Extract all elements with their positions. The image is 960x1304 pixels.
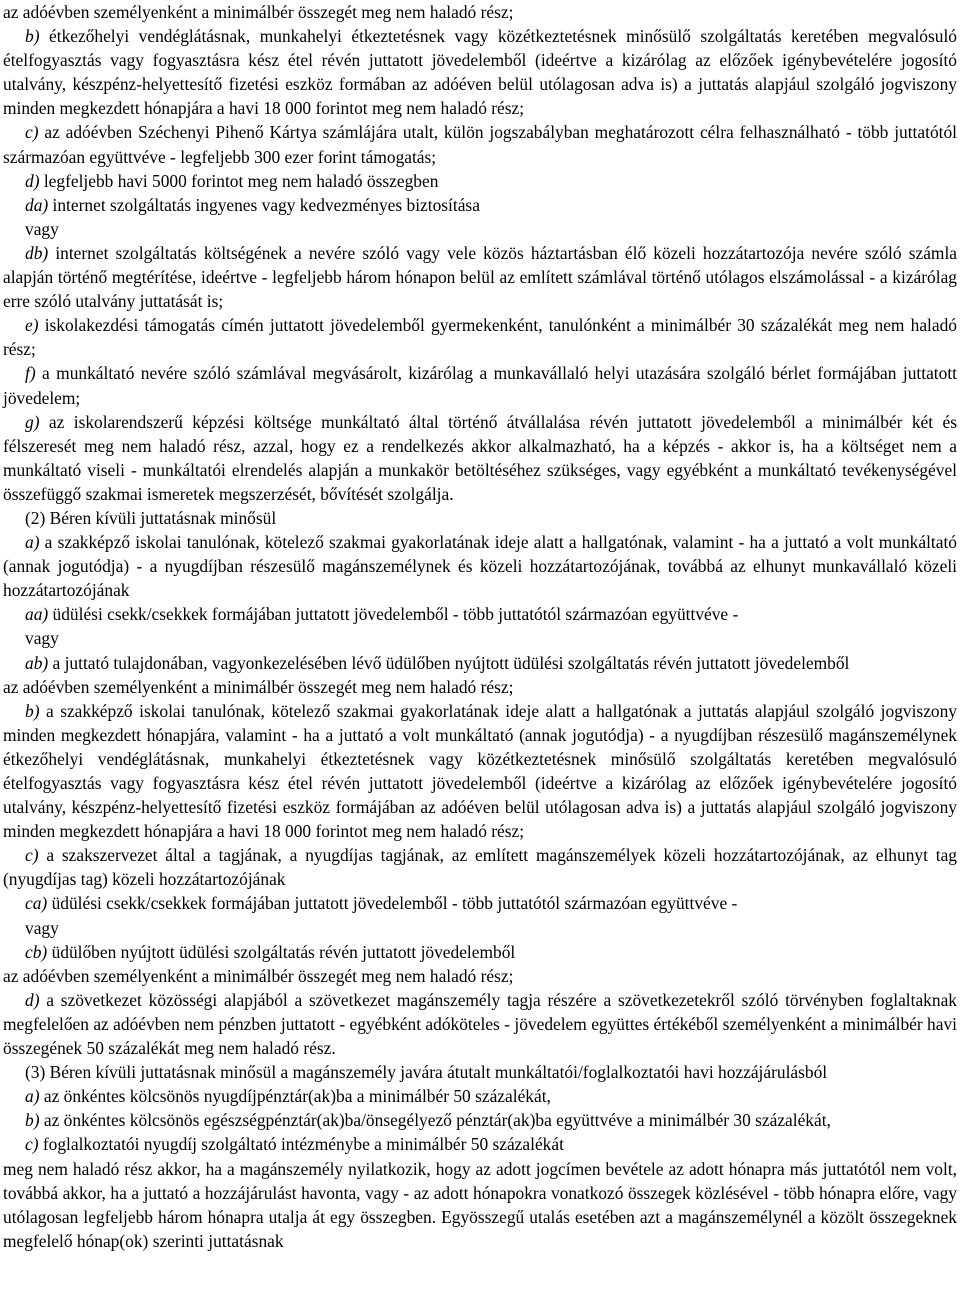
paragraph-text: a szakszervezet által a tagjának, a nyugdíjas tagjának, az említett magánszemélyek közeli hozzátartozójának, az elhunyt tag (nyugdíjas tag) közeli hozzátartozójának — [3, 845, 957, 890]
paragraph — [3, 675, 957, 699]
list-marker: ca) — [25, 893, 48, 914]
paragraph-text: az adóévben Széchenyi Pihenő Kártya számlájára utalt, külön jogszabályban meghatározott célra felhasználható - több juttatótól származóan együttvéve - legfeljebb 300 ezer forint támogatás; — [3, 122, 957, 167]
paragraph-text: iskolakezdési támogatás címén juttatott jövedelemből gyermekenként, tanulónként a minimálbér 30 százalékát meg nem haladó rész; — [3, 315, 957, 360]
paragraph-text: a szakképző iskolai tanulónak, kötelező szakmai gyakorlatának ideje alatt a hallgatónak a juttatás alapjául szolgáló jogviszony minden megkezdett hónapjára, valamint - ha a juttató a volt munkáltató (annak jogutódja) - a nyugdíjban részesülő magánszemélynek étkezőhelyi vendéglátásnak, munkahelyi étkeztetésnek vagy közétkeztetésnek minősülő szolgáltatás keretében megvalósuló ételfogyasztás vagy fogyasztásra kész étel révén juttatott jövedelemből (ideértve a kizárólag az előzőek igénybevételére jogosító utalvány, készpénz-helyettesítő fizetési eszköz formájában az adóéven belül utólagosan adva is) a juttatás alapjául szolgáló jogviszony minden megkezdett hónapjára a havi 18 000 forintot meg nem haladó rész; — [3, 700, 957, 842]
paragraph — [3, 964, 957, 988]
paragraph — [3, 24, 957, 120]
list-marker: c) — [25, 122, 39, 143]
paragraph — [3, 988, 957, 1060]
list-marker: e) — [25, 315, 39, 336]
paragraph-text: étkezőhelyi vendéglátásnak, munkahelyi étkeztetésnek vagy közétkeztetésnek minősülő szolgáltatás keretében megvalósuló ételfogyasztás vagy fogyasztásra kész étel révén juttatott jövedelemből (ideértve a kizárólag az előzőek igénybevételére jogosító utalvány, készpénz-helyettesítő fizetési eszköz formában az adóéven belül utólagosan adva is) a juttatás alapjául szolgáló jogviszony minden megkezdett hónapjára a havi 18 000 forintot meg nem haladó rész; — [3, 26, 957, 119]
paragraph-text: üdülőben nyújtott üdülési szolgáltatás révén juttatott jövedelemből — [47, 941, 516, 962]
list-marker: f) — [25, 363, 36, 384]
paragraph — [3, 193, 957, 217]
paragraph-text: az adóévben személyenként a minimálbér összegét meg nem haladó rész; — [3, 676, 514, 697]
paragraph-text: vagy — [25, 628, 59, 649]
paragraph — [3, 1108, 957, 1132]
paragraph — [3, 361, 957, 409]
paragraph — [3, 626, 957, 650]
paragraph — [3, 916, 957, 940]
paragraph — [3, 169, 957, 193]
paragraph-text: foglalkoztatói nyugdíj szolgáltató intézménybe a minimálbér 50 százalékát — [38, 1134, 564, 1155]
paragraph-text: a szakképző iskolai tanulónak, kötelező szakmai gyakorlatának ideje alatt a hallgatónak, valamint - ha a juttató a volt munkáltató (annak jogutódja) - a nyugdíjban részesülő magánszemélynek és közeli hozzátartozójának, továbbá az elhunyt munkavállaló közeli hozzátartozójának — [3, 532, 957, 601]
paragraph — [3, 699, 957, 844]
paragraph-text: (2) Béren kívüli juttatásnak minősül — [25, 507, 277, 528]
list-marker: d) — [25, 989, 40, 1010]
paragraph-text: vagy — [25, 218, 59, 239]
list-marker: b) — [25, 26, 40, 47]
paragraph — [3, 530, 957, 602]
list-marker: c) — [25, 1134, 39, 1155]
list-marker: cb) — [25, 941, 48, 962]
list-marker: b) — [25, 700, 40, 721]
list-marker: a) — [25, 1086, 40, 1107]
paragraph — [3, 1060, 957, 1084]
paragraph — [3, 1132, 957, 1156]
paragraph — [3, 1084, 957, 1108]
paragraph-text: üdülési csekk/csekkek formájában juttatott jövedelemből - több juttatótól származóan együttvéve - — [48, 604, 739, 625]
paragraph-text: internet szolgáltatás költségének a nevére szóló vagy vele közös háztartásban élő közeli hozzátartozója nevére szóló számla alapján történő megtérítése, ideértve - legfeljebb három hónapon belül az említett számlával történő utólagos elszámolással - a kizárólag erre szóló utalvány juttatását is; — [3, 242, 957, 312]
paragraph — [3, 506, 957, 530]
list-marker: db) — [25, 242, 49, 263]
paragraph-text: az iskolarendszerű képzési költsége munkáltató által történő átvállalása révén juttatott jövedelemből a minimálbér két és félszeresét meg nem haladó rész, azzal, hogy ez a rendelkezés akkor alkalmazható, ha a képzés - akkor is, ha a költséget nem a munkáltató viseli - munkáltatói elrendelés alapján a munkakör betöltéséhez szükséges, vagy egyébként a munkáltató tevékenységével összefüggő szakmai ismeretek megszerzését, bővítését szolgálja. — [3, 411, 957, 504]
paragraph — [3, 651, 957, 675]
paragraph-text: az önkéntes kölcsönös egészségpénztár(ak)ba/önsegélyező pénztár(ak)ba együttvéve a minimálbér 30 százalékát, — [39, 1110, 831, 1131]
paragraph-text: meg nem haladó rész akkor, ha a magánszemély nyilatkozik, hogy az adott jogcímen bevétele az adott hónapra más juttatótól nem volt, továbbá akkor, ha a juttató a hozzájárulást havonta, vagy - az adott hónapokra vonatkozó összegek közlésével - több hónapra előre, vagy utólagosan legfeljebb három hónapra utalja át egy összegben. Egyösszegű utalás esetében azt a magánszemélynél a közölt összegeknek megfelelő hónap(ok) szerinti juttatásnak — [3, 1158, 957, 1251]
list-marker: b) — [25, 1110, 40, 1131]
paragraph — [3, 891, 957, 915]
paragraph — [3, 120, 957, 168]
paragraph-text: vagy — [25, 917, 59, 938]
paragraph-text: az adóévben személyenként a minimálbér összegét meg nem haladó rész; — [3, 2, 514, 22]
paragraph-text: az adóévben személyenként a minimálbér összegét meg nem haladó rész; — [3, 965, 514, 986]
paragraph — [3, 940, 957, 964]
paragraph — [3, 217, 957, 241]
list-marker: da) — [25, 194, 49, 215]
paragraph-text: az önkéntes kölcsönös nyugdíjpénztár(ak)ba a minimálbér 50 százalékát, — [39, 1086, 551, 1107]
list-marker: a) — [25, 532, 40, 553]
paragraph — [3, 313, 957, 361]
paragraph — [3, 602, 957, 626]
paragraph-text: a szövetkezet közösségi alapjából a szövetkezet magánszemély tagja részére a szövetkezetekről szóló törvényben foglaltaknak megfelelően az adóévben nem pénzben juttatott - egyébként adóköteles - jövedelem együttes értékéből személyenként a minimálbér havi összegének 50 százalékát meg nem haladó rész. — [3, 989, 957, 1059]
list-marker: g) — [25, 411, 40, 432]
paragraph-text: (3) Béren kívüli juttatásnak minősül a magánszemély javára átutalt munkáltatói/foglalkoztatói havi hozzájárulásból — [25, 1062, 828, 1083]
paragraph — [3, 0, 957, 24]
paragraph-text: a juttató tulajdonában, vagyonkezelésében lévő üdülőben nyújtott üdülési szolgáltatás révén juttatott jövedelemből — [48, 652, 850, 673]
list-marker: aa) — [25, 604, 49, 625]
paragraph-text: legfeljebb havi 5000 forintot meg nem haladó összegben — [39, 170, 439, 191]
paragraph-text: internet szolgáltatás ingyenes vagy kedvezményes biztosítása — [48, 194, 480, 215]
paragraph — [3, 410, 957, 506]
list-marker: c) — [25, 845, 39, 866]
list-marker: d) — [25, 170, 40, 191]
list-marker: ab) — [25, 652, 49, 673]
paragraph-text: üdülési csekk/csekkek formájában juttatott jövedelemből - több juttatótól származóan együttvéve - — [47, 893, 738, 914]
paragraph — [3, 1157, 957, 1253]
paragraph-text: a munkáltató nevére szóló számlával megvásárolt, kizárólag a munkavállaló helyi utazására szolgáló bérlet formájában juttatott jövedelem; — [3, 363, 957, 408]
paragraph — [3, 843, 957, 891]
paragraph — [3, 241, 957, 313]
